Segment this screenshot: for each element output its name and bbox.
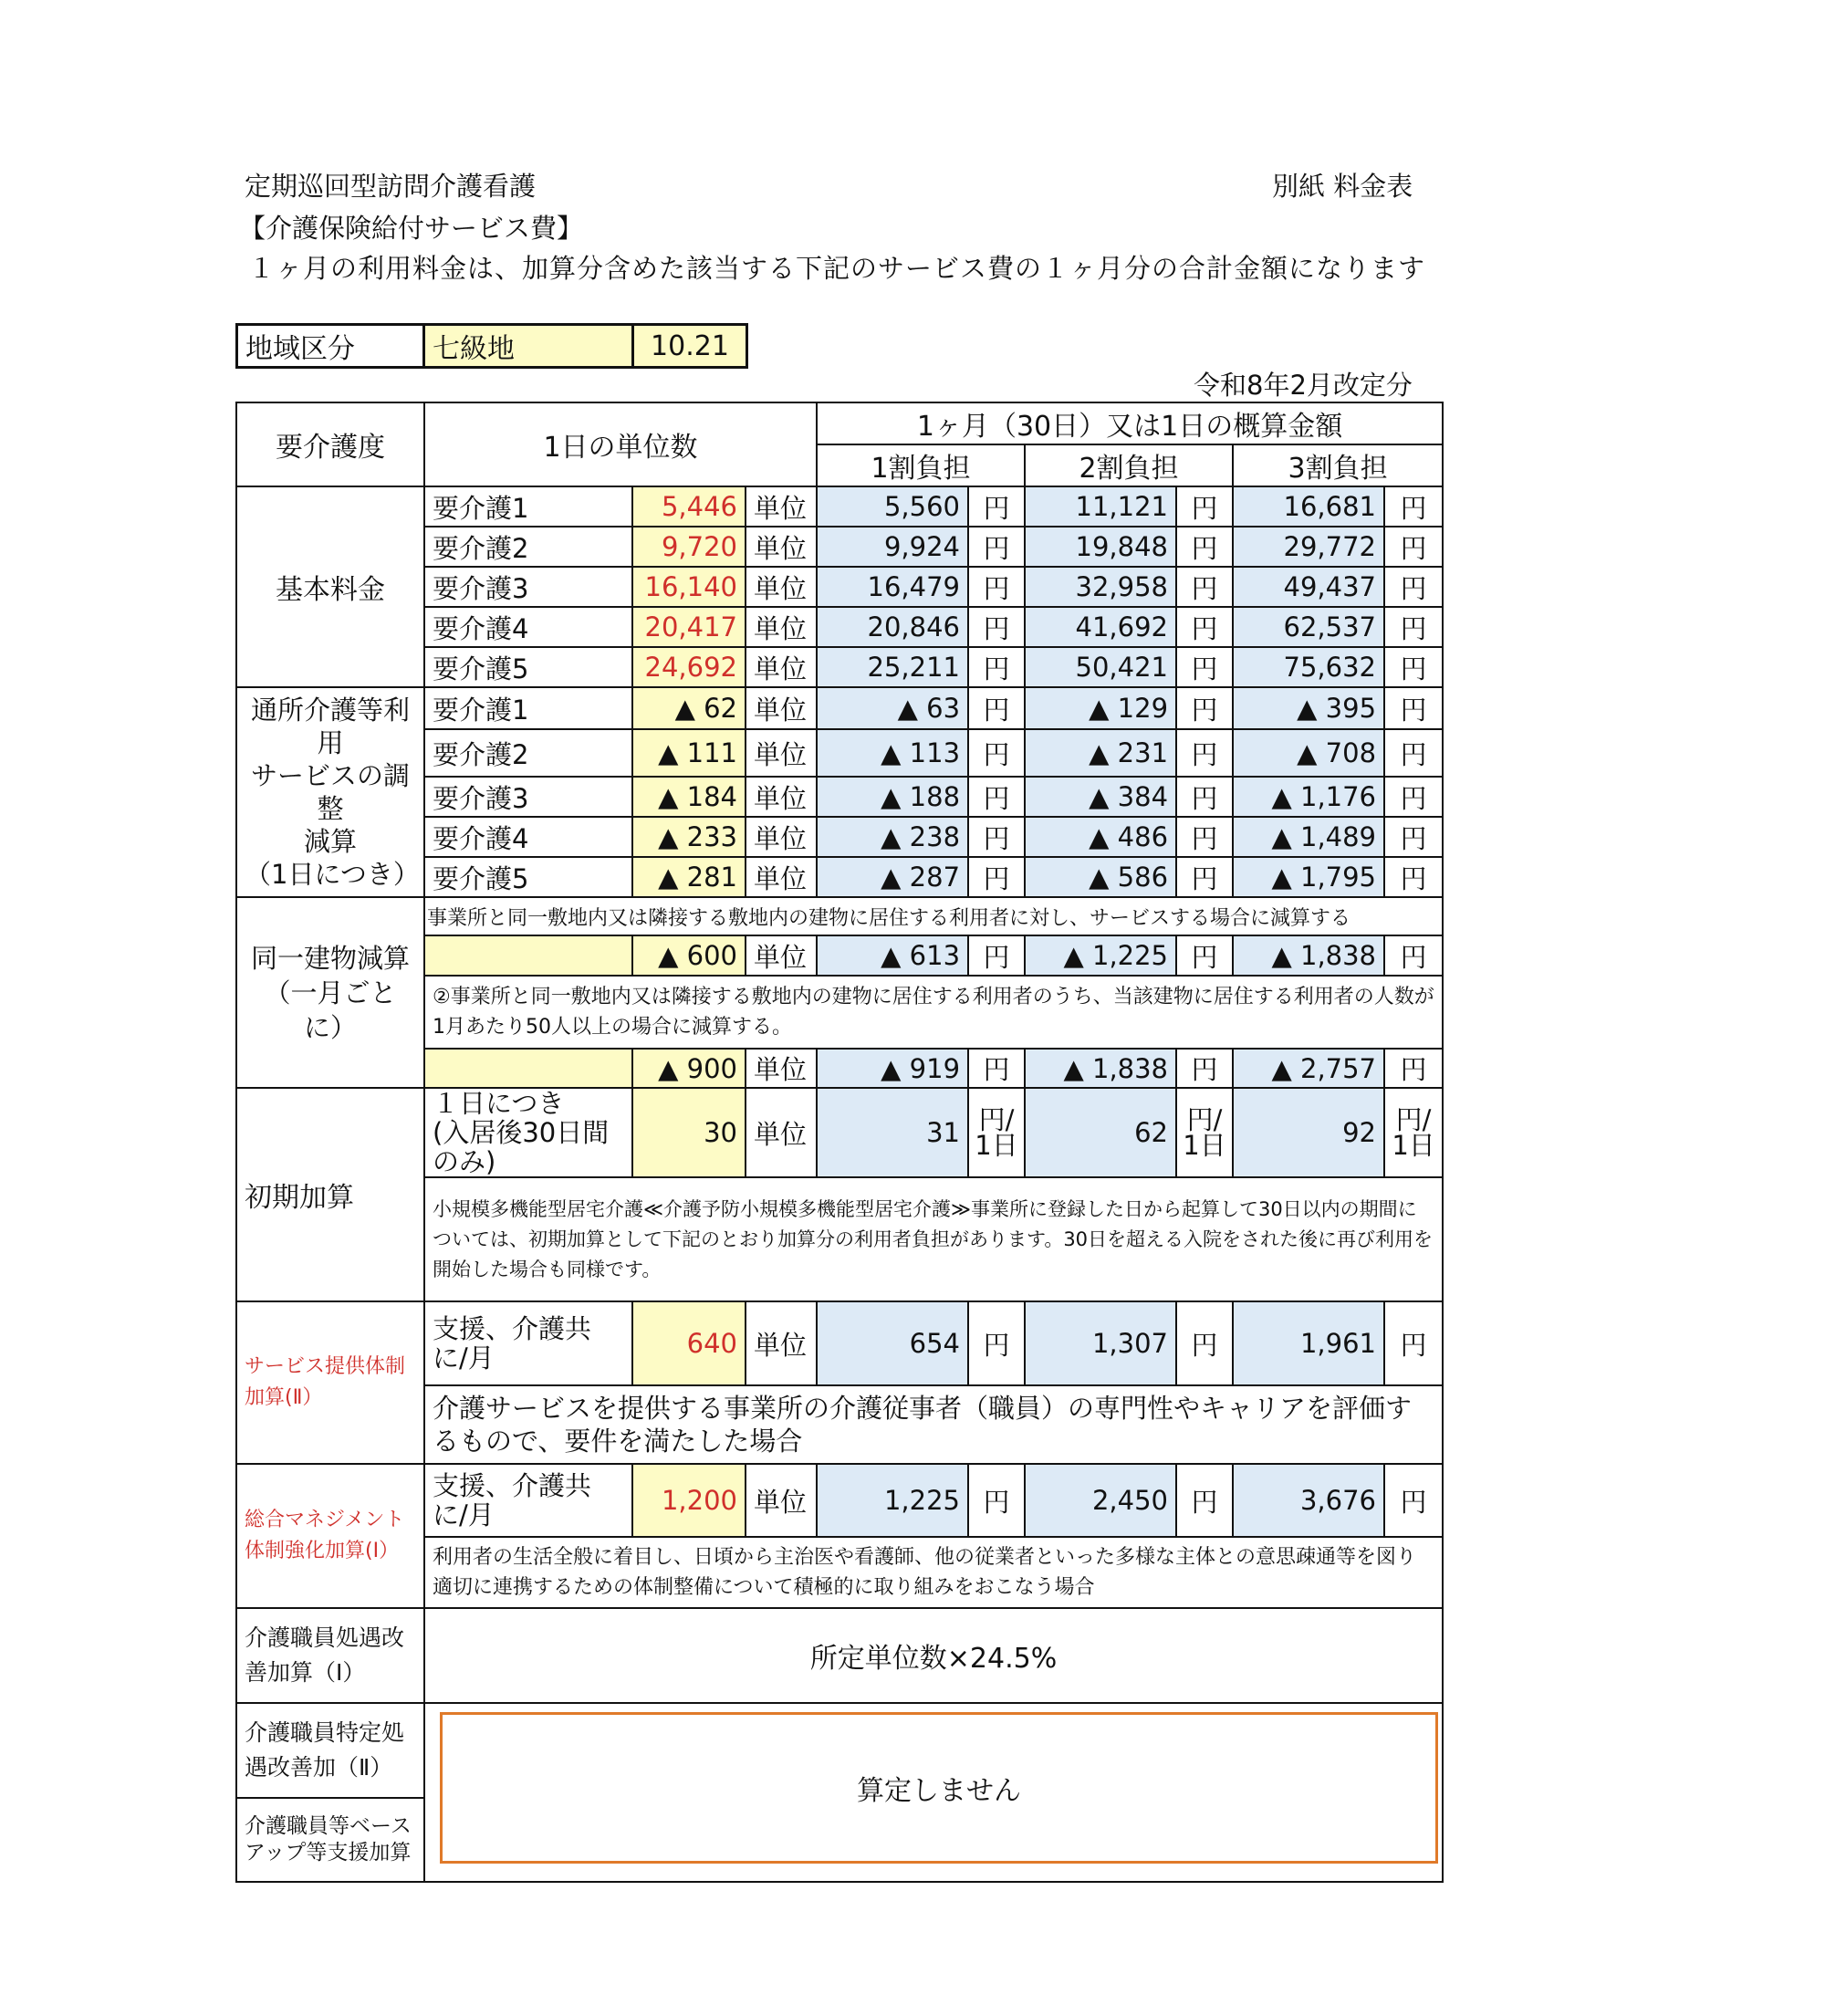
attachment-label: 別紙 料金表 — [1272, 171, 1413, 202]
day-service-units: ▲ 233 — [632, 817, 746, 857]
yen-label: 円 — [1176, 817, 1233, 857]
yen-label: 円 — [1384, 857, 1443, 897]
treatment1-value: 所定単位数×24.5% — [424, 1608, 1443, 1703]
same-building-label-line: 同一建物減算 — [250, 942, 410, 974]
unit-label: 単位 — [746, 1088, 817, 1177]
initial-label: 初期加算 — [236, 1088, 424, 1301]
initial-cond-line: (入居後30日間のみ) — [433, 1117, 610, 1177]
yen-label: 円 — [1176, 486, 1233, 527]
service-system-units: 640 — [632, 1301, 746, 1385]
treatment2-label: 介護職員特定処遇改善加（Ⅱ） — [236, 1703, 424, 1798]
management-units: 1,200 — [632, 1464, 746, 1537]
day-service-units: ▲ 111 — [632, 729, 746, 777]
region-table — [235, 323, 748, 369]
basic-burden-2: 19,848 — [1025, 527, 1176, 567]
yen-label: 円 — [968, 857, 1025, 897]
day-service-label-line: 減算 — [303, 826, 357, 857]
yen-label: 円 — [1384, 817, 1443, 857]
yen-label: 円 — [1176, 777, 1233, 817]
basic-burden-1: 25,211 — [817, 647, 968, 687]
yen-label: 円 — [1384, 687, 1443, 729]
day-service-burden-1: ▲ 63 — [817, 687, 968, 729]
same-building-label — [236, 897, 424, 1088]
initial-burden-2: 62 — [1025, 1088, 1176, 1177]
day-service-label-line: （1日につき） — [245, 859, 420, 890]
day-service-label-line: サービスの調整 — [250, 760, 410, 824]
fee-table — [235, 402, 1444, 1883]
management-burden-1: 1,225 — [817, 1464, 968, 1537]
basic-burden-2: 11,121 — [1025, 486, 1176, 527]
basic-label: 基本料金 — [236, 486, 424, 687]
basic-units: 24,692 — [632, 647, 746, 687]
yen-label: 円 — [1176, 607, 1233, 647]
yen-label: 円 — [968, 687, 1025, 729]
yen-label: 円 — [1384, 935, 1443, 976]
initial-burden-1: 31 — [817, 1088, 968, 1177]
yen-label: 円 — [968, 527, 1025, 567]
unit-label: 単位 — [746, 527, 817, 567]
yen-label: 円 — [1176, 935, 1233, 976]
service-system-note: 介護サービスを提供する事業所の介護従事者（職員）の専門性やキャリアを評価するもので、要件を満たした場合 — [424, 1385, 1443, 1464]
unit-label: 単位 — [746, 486, 817, 527]
service-name: 定期巡回型訪問介護看護 — [245, 171, 537, 202]
yen-label: 円 — [1384, 1464, 1443, 1537]
same-building-empty — [424, 935, 632, 976]
day-service-label-line: 通所介護等利用 — [250, 695, 410, 758]
yen-label: 円 — [1176, 1049, 1233, 1088]
yen-label: 円 — [968, 777, 1025, 817]
basic-burden-3: 16,681 — [1233, 486, 1384, 527]
unit-label: 単位 — [746, 687, 817, 729]
yen-label: 円 — [1176, 1301, 1233, 1385]
yen-per-day-line: 1日 — [975, 1130, 1018, 1161]
header-units-per-day: 1日の単位数 — [424, 402, 817, 486]
basic-burden-1: 5,560 — [817, 486, 968, 527]
initial-note: 小規模多機能型居宅介護≪介護予防小規模多機能型居宅介護≫事業所に登録した日から起算して30日以内の期間については、初期加算として下記のとおり加算分の利用者負担があります。30日を超える入院をされた後に再び利用を開始した場合も同様です。 — [424, 1177, 1443, 1301]
header-burden-2: 2割負担 — [1025, 444, 1233, 486]
basic-level: 要介護3 — [424, 567, 632, 607]
day-service-level: 要介護3 — [424, 777, 632, 817]
unit-label: 単位 — [746, 729, 817, 777]
yen-label: 円 — [1384, 1049, 1443, 1088]
basic-burden-1: 20,846 — [817, 607, 968, 647]
day-service-units: ▲ 62 — [632, 687, 746, 729]
initial-cond — [424, 1088, 632, 1177]
yen-per-day-line: 円/ — [1186, 1104, 1223, 1135]
yen-per-day-label — [1176, 1088, 1233, 1177]
day-service-burden-1: ▲ 113 — [817, 729, 968, 777]
yen-per-day-label — [968, 1088, 1025, 1177]
yen-label: 円 — [968, 935, 1025, 976]
yen-label: 円 — [968, 1464, 1025, 1537]
yen-label: 円 — [1176, 857, 1233, 897]
day-service-burden-1: ▲ 287 — [817, 857, 968, 897]
basic-level: 要介護4 — [424, 607, 632, 647]
yen-label: 円 — [968, 729, 1025, 777]
unit-label: 単位 — [746, 567, 817, 607]
day-service-burden-2: ▲ 384 — [1025, 777, 1176, 817]
unit-label: 単位 — [746, 935, 817, 976]
management-burden-3: 3,676 — [1233, 1464, 1384, 1537]
day-service-burden-3: ▲ 708 — [1233, 729, 1384, 777]
yen-label: 円 — [1176, 647, 1233, 687]
day-service-level: 要介護4 — [424, 817, 632, 857]
basic-level: 要介護2 — [424, 527, 632, 567]
day-service-burden-3: ▲ 1,176 — [1233, 777, 1384, 817]
same-building-units: ▲ 600 — [632, 935, 746, 976]
header-burden-3: 3割負担 — [1233, 444, 1443, 486]
management-label: 総合マネジメント体制強化加算(Ⅰ） — [236, 1464, 424, 1608]
day-service-units: ▲ 184 — [632, 777, 746, 817]
basic-burden-3: 62,537 — [1233, 607, 1384, 647]
same-building-burden-3: ▲ 1,838 — [1233, 935, 1384, 976]
basic-burden-3: 49,437 — [1233, 567, 1384, 607]
day-service-level: 要介護1 — [424, 687, 632, 729]
yen-label: 円 — [1176, 687, 1233, 729]
yen-label: 円 — [1384, 1301, 1443, 1385]
basic-burden-1: 9,924 — [817, 527, 968, 567]
description: １ヶ月の利用料金は、加算分含めた該当する下記のサービス費の１ヶ月分の合計金額になります — [248, 253, 1426, 284]
basic-level: 要介護5 — [424, 647, 632, 687]
unit-label: 単位 — [746, 817, 817, 857]
service-system-burden-3: 1,961 — [1233, 1301, 1384, 1385]
region-label: 地域区分 — [237, 325, 424, 368]
basic-units: 5,446 — [632, 486, 746, 527]
day-service-level: 要介護2 — [424, 729, 632, 777]
basic-units: 9,720 — [632, 527, 746, 567]
yen-label: 円 — [1384, 777, 1443, 817]
yen-per-day-line: 1日 — [1392, 1130, 1435, 1161]
yen-label: 円 — [968, 817, 1025, 857]
unit-label: 単位 — [746, 607, 817, 647]
same-building-empty — [424, 1049, 632, 1088]
day-service-burden-1: ▲ 238 — [817, 817, 968, 857]
yen-label: 円 — [1384, 647, 1443, 687]
day-service-burden-3: ▲ 395 — [1233, 687, 1384, 729]
day-service-burden-3: ▲ 1,489 — [1233, 817, 1384, 857]
day-service-burden-2: ▲ 486 — [1025, 817, 1176, 857]
yen-label: 円 — [1384, 729, 1443, 777]
day-service-units: ▲ 281 — [632, 857, 746, 897]
yen-label: 円 — [968, 486, 1025, 527]
subtitle: 【介護保険給付サービス費】 — [239, 213, 584, 244]
day-service-burden-2: ▲ 586 — [1025, 857, 1176, 897]
treatment1-label: 介護職員処遇改善加算（Ⅰ） — [236, 1608, 424, 1703]
management-note: 利用者の生活全般に着目し、日頃から主治医や看護師、他の従業者といった多様な主体との意思疎通等を図り適切に連携するための体制整備について積極的に取り組みをおこなう場合 — [424, 1537, 1443, 1608]
unit-label: 単位 — [746, 1301, 817, 1385]
same-building-note-2: ②事業所と同一敷地内又は隣接する敷地内の建物に居住する利用者のうち、当該建物に居住する利用者の人数が1月あたり50人以上の場合に減算する。 — [424, 976, 1443, 1049]
same-building-units: ▲ 900 — [632, 1049, 746, 1088]
yen-per-day-line: 円/ — [978, 1104, 1015, 1135]
unit-label: 単位 — [746, 647, 817, 687]
header-estimate: 1ヶ月（30日）又は1日の概算金額 — [817, 402, 1443, 444]
basic-burden-2: 32,958 — [1025, 567, 1176, 607]
management-cond: 支援、介護共に/月 — [424, 1464, 632, 1537]
yen-label: 円 — [968, 1049, 1025, 1088]
initial-units: 30 — [632, 1088, 746, 1177]
same-building-burden-1: ▲ 919 — [817, 1049, 968, 1088]
basic-burden-2: 50,421 — [1025, 647, 1176, 687]
day-service-level: 要介護5 — [424, 857, 632, 897]
yen-label: 円 — [1384, 486, 1443, 527]
service-system-cond: 支援、介護共に/月 — [424, 1301, 632, 1385]
region-rate: 10.21 — [633, 325, 747, 368]
not-calculated-box — [440, 1712, 1438, 1864]
yen-label: 円 — [968, 1301, 1025, 1385]
baseup-label: 介護職員等ベースアップ等支援加算 — [236, 1798, 424, 1882]
unit-label: 単位 — [746, 777, 817, 817]
not-calculated-text: 算定しません — [857, 1775, 1021, 1807]
yen-label: 円 — [968, 607, 1025, 647]
same-building-note-1: 事業所と同一敷地内又は隣接する敷地内の建物に居住する利用者に対し、サービスする場合に減算する — [424, 897, 1443, 935]
same-building-label-line: （一月ごとに） — [264, 977, 397, 1043]
basic-burden-1: 16,479 — [817, 567, 968, 607]
day-service-label — [236, 687, 424, 897]
region-grade: 七級地 — [424, 325, 633, 368]
yen-label: 円 — [968, 567, 1025, 607]
day-service-burden-1: ▲ 188 — [817, 777, 968, 817]
yen-per-day-line: 1日 — [1183, 1130, 1226, 1161]
same-building-burden-2: ▲ 1,838 — [1025, 1049, 1176, 1088]
basic-burden-2: 41,692 — [1025, 607, 1176, 647]
initial-cond-line: １日につき — [433, 1088, 565, 1119]
yen-per-day-label — [1384, 1088, 1443, 1177]
service-system-label: サービス提供体制加算(Ⅱ） — [236, 1301, 424, 1464]
yen-label: 円 — [968, 647, 1025, 687]
header-care-level: 要介護度 — [236, 402, 424, 486]
yen-label: 円 — [1176, 527, 1233, 567]
unit-label: 単位 — [746, 1464, 817, 1537]
yen-per-day-line: 円/ — [1395, 1104, 1432, 1135]
basic-burden-3: 29,772 — [1233, 527, 1384, 567]
same-building-burden-2: ▲ 1,225 — [1025, 935, 1176, 976]
yen-label: 円 — [1176, 1464, 1233, 1537]
unit-label: 単位 — [746, 857, 817, 897]
service-system-burden-1: 654 — [817, 1301, 968, 1385]
yen-label: 円 — [1384, 567, 1443, 607]
day-service-burden-3: ▲ 1,795 — [1233, 857, 1384, 897]
service-system-burden-2: 1,307 — [1025, 1301, 1176, 1385]
yen-label: 円 — [1176, 729, 1233, 777]
revision-label: 令和8年2月改定分 — [1194, 370, 1413, 401]
day-service-burden-2: ▲ 231 — [1025, 729, 1176, 777]
basic-burden-3: 75,632 — [1233, 647, 1384, 687]
basic-units: 20,417 — [632, 607, 746, 647]
same-building-burden-3: ▲ 2,757 — [1233, 1049, 1384, 1088]
same-building-burden-1: ▲ 613 — [817, 935, 968, 976]
management-burden-2: 2,450 — [1025, 1464, 1176, 1537]
header-burden-1: 1割負担 — [817, 444, 1025, 486]
unit-label: 単位 — [746, 1049, 817, 1088]
yen-label: 円 — [1384, 607, 1443, 647]
initial-burden-3: 92 — [1233, 1088, 1384, 1177]
basic-units: 16,140 — [632, 567, 746, 607]
yen-label: 円 — [1176, 567, 1233, 607]
basic-level: 要介護1 — [424, 486, 632, 527]
yen-label: 円 — [1384, 527, 1443, 567]
day-service-burden-2: ▲ 129 — [1025, 687, 1176, 729]
